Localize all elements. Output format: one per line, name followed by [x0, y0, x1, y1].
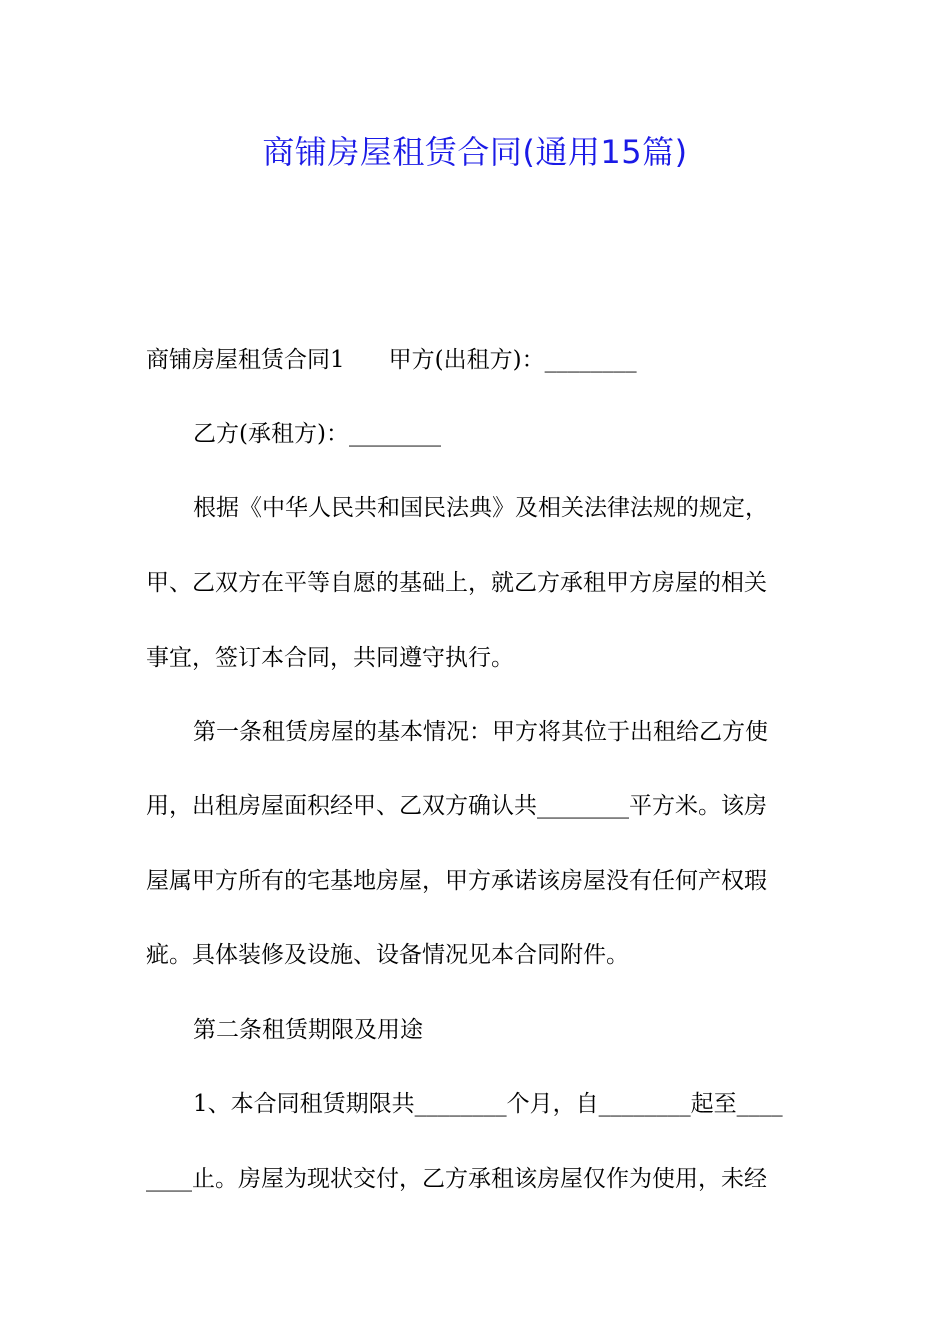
paragraph-line-11: 1、本合同租赁期限共________个月，自________起至____ — [193, 1091, 783, 1117]
paragraph-line-1 — [146, 340, 811, 380]
paragraph-line-5: 事宜，签订本合同，共同遵守执行。 — [146, 645, 514, 671]
party-a-label: 甲方(出租方)：________ — [388, 347, 637, 373]
party-b-line: 乙方(承租方)：________ — [193, 421, 441, 447]
paragraph-line-12: ____止。房屋为现状交付，乙方承租该房屋仅作为使用，未经 — [146, 1166, 767, 1192]
paragraph-line-8: 屋属甲方所有的宅基地房屋，甲方承诺该房屋没有任何产权瑕 — [146, 868, 767, 894]
paragraph-line-6: 第一条租赁房屋的基本情况：甲方将其位于出租给乙方使 — [193, 719, 768, 745]
section-heading-2: 第二条租赁期限及用途 — [193, 1017, 423, 1043]
paragraph-line-4: 甲、乙双方在平等自愿的基础上，就乙方承租甲方房屋的相关 — [146, 570, 767, 596]
paragraph-line-3: 根据《中华人民共和国民法典》及相关法律法规的规定， — [193, 495, 768, 521]
document-title: 商铺房屋租赁合同(通用15篇) — [262, 133, 688, 171]
paragraph-line-9: 疵。具体装修及设施、设备情况见本合同附件。 — [146, 942, 629, 968]
paragraph-line-7: 用，出租房屋面积经甲、乙双方确认共________平方米。该房 — [146, 793, 767, 819]
contract-number-label: 商铺房屋租赁合同1 — [146, 347, 345, 373]
